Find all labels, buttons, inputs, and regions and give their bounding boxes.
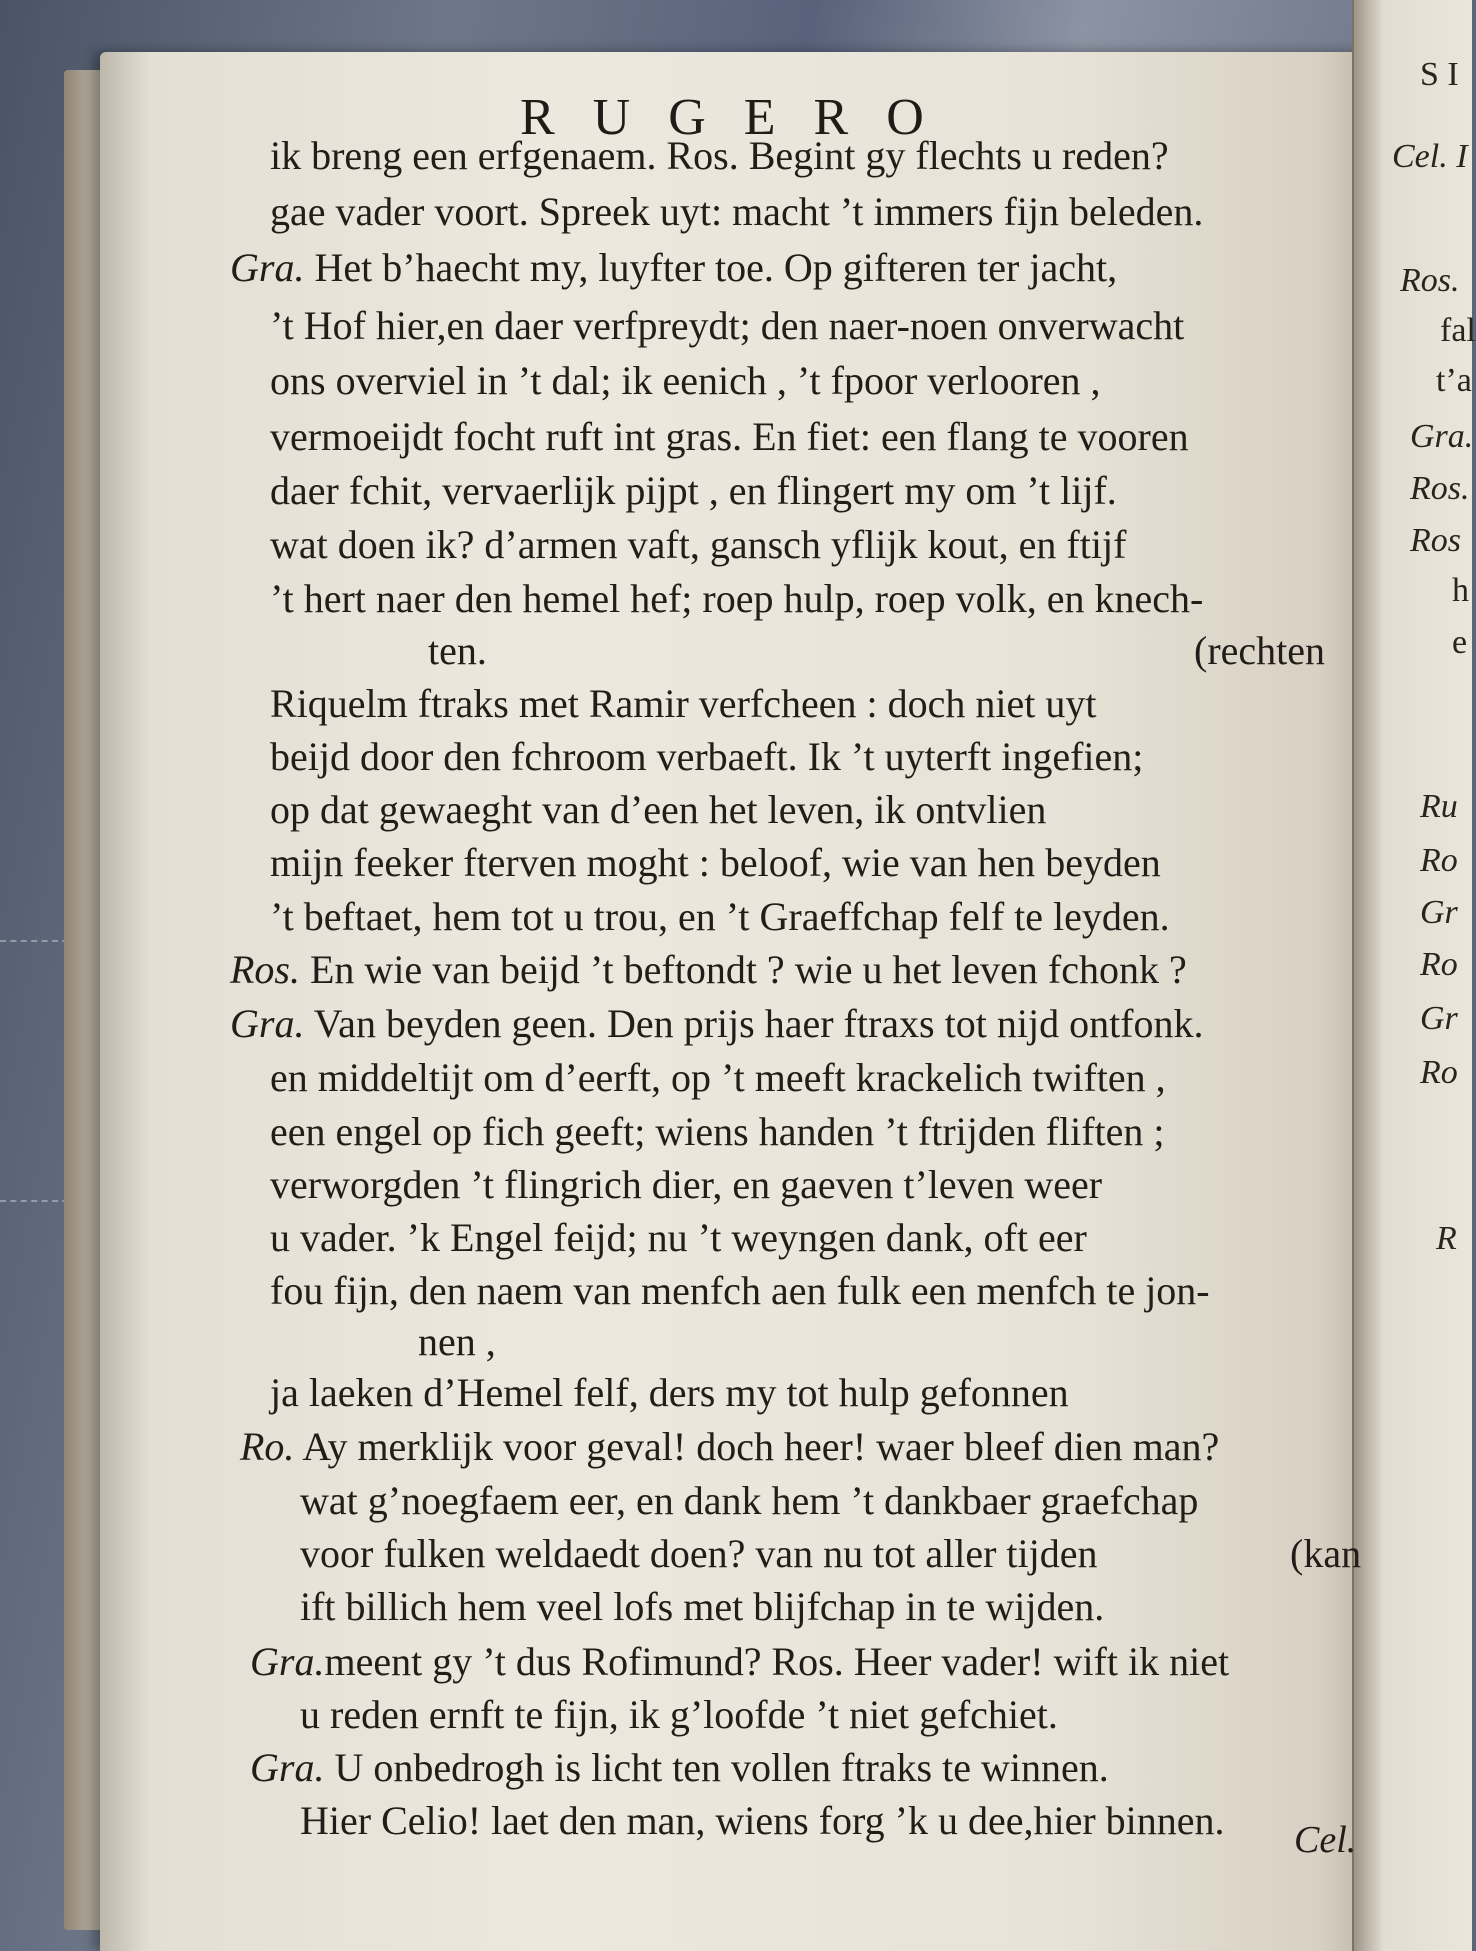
line-text: U onbedrogh is licht ten vollen ftraks te winnen. [324,1745,1109,1790]
verse-line [250,1745,1109,1791]
speaker-tag: Gra. [230,1001,305,1046]
line-text: (kan [1290,1531,1362,1576]
line-text: ja laeken d’Hemel felf, ders my tot hulp gefonnen [270,1370,1069,1415]
facing-page-fragment: h [1452,572,1469,609]
line-text: wat g’noegfaem eer, en dank hem ’t dankbaer graefchap [300,1478,1199,1523]
line-text: ’t hert naer den hemel hef; roep hulp, roep volk, en knech- [270,576,1204,621]
line-text: ten. [428,628,487,673]
speaker-tag: Ro. [240,1424,295,1469]
verse-line [270,1109,1165,1155]
line-text: meent gy ’t dus Rofimund? Ros. Heer vader! wift ik niet [324,1639,1230,1684]
line-text: ik breng een erfgenaem. Ros. Begint gy flechts u reden? [270,133,1169,178]
line-text: u reden ernft te fijn, ik g’loofde ’t niet gefchiet. [300,1692,1058,1737]
verse-line [270,522,1126,568]
verse-line [270,1370,1069,1416]
verse-line [1194,628,1325,674]
facing-page-fragment: S I [1420,56,1459,93]
line-text: ift billich hem veel lofs met blijfchap in te wijden. [300,1584,1105,1629]
line-text: verworgden ’t flingrich dier, en gaeven t’leven weer [270,1162,1103,1207]
facing-page-fragment: Gr [1420,894,1458,931]
speaker-tag: Gra. [250,1745,325,1790]
verse-line [300,1584,1104,1630]
verse-line [270,303,1184,349]
line-text: Het b’haecht my, luyfter toe. Op gifteren ter jacht, [304,245,1118,290]
verse-line [428,628,487,674]
verse-line [1290,1531,1361,1577]
speaker-tag: Gra. [250,1639,325,1684]
line-text: u vader. ’k Engel feijd; nu ’t weyngen dank, oft eer [270,1215,1087,1260]
facing-page-fragment: e [1452,624,1468,661]
verse-line [270,133,1169,179]
verse-line [270,787,1046,833]
verse-line [270,1268,1210,1314]
verse-line [300,1531,1098,1577]
line-text: Ay merklijk voor geval! doch heer! waer bleef dien man? [294,1424,1220,1469]
verse-line [270,840,1161,886]
line-text: vermoeijdt focht ruft int gras. En fiet: een flang te vooren [270,414,1189,459]
verse-line [270,894,1170,940]
facing-page-fragment: R [1436,1220,1457,1257]
verse-line [270,189,1203,235]
running-head: RUGERO [520,89,962,146]
line-text: Van beyden geen. Den prijs haer ftraxs tot nijd ontfonk. [304,1001,1204,1046]
verse-line [270,576,1203,622]
line-text: ’t beftaet, hem tot u trou, en ’t Graeffchap felf te leyden. [270,894,1170,939]
facing-page-fragment: Ru [1420,788,1458,825]
line-text: ’t Hof hier,en daer verfpreydt; den naer-noen onverwacht [270,303,1185,348]
speaker-tag: Ros. [230,947,300,992]
facing-page-fragment: Ro [1420,842,1458,879]
facing-page-fragment: Gr [1420,1000,1458,1037]
line-text: een engel op fich geeft; wiens handen ’t ftrijden fliften ; [270,1109,1165,1154]
facing-page-fragment: Ros. [1400,262,1460,299]
line-text: gae vader voort. Spreek uyt: macht ’t immers fijn beleden. [270,189,1204,234]
verse-line [230,947,1187,993]
facing-page-fragment: t’a [1436,362,1472,399]
facing-page-fragment: Ros [1410,522,1461,559]
verse-line [270,468,1117,514]
verse-line [230,245,1117,291]
facing-page-fragment: Ros. [1410,470,1470,507]
line-text: fou fijn, den naem van menfch aen fulk een menfch te jon- [270,1268,1210,1313]
verse-line [250,1639,1229,1685]
line-text: daer fchit, vervaerlijk pijpt , en flingert my om ’t lijf. [270,468,1117,513]
verse-line [240,1424,1219,1470]
line-text: ons overviel in ’t dal; ik eenich , ’t fpoor verlooren , [270,358,1101,403]
line-text: En wie van beijd ’t beftondt ? wie u het leven fchonk ? [300,947,1187,992]
line-text: en middeltijt om d’eerft, op ’t meeft krackelich twiften , [270,1055,1166,1100]
line-text: voor fulken weldaedt doen? van nu tot aller tijden [300,1531,1098,1576]
facing-page-fragment: fal [1440,312,1476,349]
facing-page-fragment: Ro [1420,946,1458,983]
line-text: mijn feeker fterven moght : beloof, wie van hen beyden [270,840,1161,885]
line-text: op dat gewaeght van d’een het leven, ik ontvlien [270,787,1047,832]
verse-line [270,1215,1087,1261]
verse-line [418,1319,496,1365]
line-text: Hier Celio! laet den man, wiens forg ’k u dee,hier binnen. [300,1798,1225,1843]
verse-line [270,358,1101,404]
facing-page-fragment: Ro [1420,1054,1458,1091]
facing-page-fragment: Gra. [1410,418,1474,455]
line-text: wat doen ik? d’armen vaft, gansch yflijk kout, en ftijf [270,522,1127,567]
line-text: Riquelm ftraks met Ramir verfcheen : doch niet uyt [270,681,1097,726]
verse-line [300,1692,1058,1738]
verse-line [230,1001,1204,1047]
verse-line [300,1478,1198,1524]
verse-line [300,1798,1225,1844]
catchword: Cel. [1294,1819,1357,1861]
verse-line [270,734,1143,780]
line-text: (rechten [1194,628,1326,673]
line-text: nen , [418,1319,496,1364]
facing-page-fragment: Cel. I [1392,138,1468,175]
verse-line [270,1055,1166,1101]
verse-line [270,1162,1102,1208]
verse-line [270,681,1096,727]
verse-line [270,414,1189,460]
line-text: beijd door den fchroom verbaeft. Ik ’t uyterft ingefien; [270,734,1144,779]
speaker-tag: Gra. [230,245,305,290]
